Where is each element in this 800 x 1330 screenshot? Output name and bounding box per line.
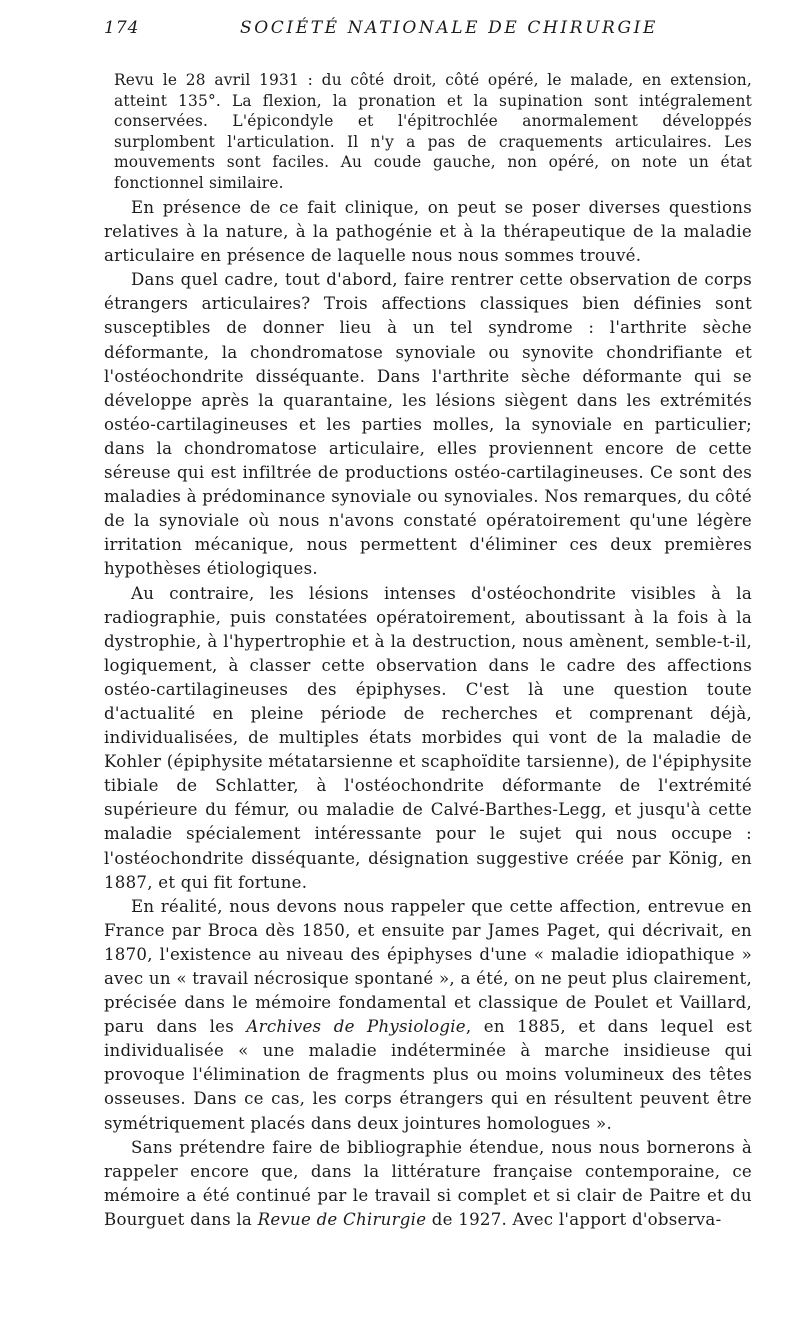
paragraph [104,1136,752,1232]
paragraph: Dans quel cadre, tout d'abord, faire rentrer cette observation de corps étrangers articulaires? Trois affections classiques bien définies sont susceptibles de donner lieu à un tel syndrome : l'arthrite sèche déformante, la chondromatose synoviale ou synovite chondrifiante et l'ostéochondrite disséquante. Dans l'arthrite sèche déformante qui se développe après la quarantaine, les lésions siègent dans les extrémités ostéo-cartilagineuses et les parties molles, la synoviale en particulier; dans la chondromatose articulaire, elles proviennent encore de cette séreuse qui est infiltrée de productions ostéo-cartilagineuses. Ce sont des maladies à prédominance synoviale ou synoviales. Nos remarques, du côté de la synoviale où nous n'avons constaté opératoirement qu'une légère irritation mécanique, nous permettent d'éliminer ces deux premières hypothèses étiologiques. [104,270,752,579]
cited-journal-title: Archives de Physiologie [246,1017,466,1037]
case-follow-up-note: Revu le 28 avril 1931 : du côté droit, côté opéré, le malade, en extension, atteint 135°. La flexion, la pronation et la supination sont intégralement conservées. L'épicondyle et l'épitrochlée anormalement développés surplombent l'articulation. Il n'y a pas de craquements articulaires. Les mouvements sont faciles. Au coude gauche, non opéré, on note un état fonctionnel similaire. [114,71,752,192]
paragraph: En présence de ce fait clinique, on peut se poser diverses questions relatives à la nature, à la pathogénie et à la thérapeutique de la maladie articulaire en présence de laquelle nous nous sommes trouvé. [104,198,752,266]
paragraph-text: de 1927. Avec l'apport d'observa- [426,1209,722,1229]
page-number: 174 [104,18,140,38]
cited-journal-title: Revue de Chirurgie [257,1209,427,1229]
paragraph: Au contraire, les lésions intenses d'ostéochondrite visibles à la radiographie, puis constatées opératoirement, aboutissant à la fois à la dystrophie, à l'hypertrophie et à la destruction, nous amènent, semble-t-il, logiquement, à classer cette observation dans le cadre des affections ostéo-cartilagineuses des épiphyses. C'est là une question toute d'actualité en pleine période de recherches et comprenant déjà, individualisées, de multiples états morbides qui vont de la maladie de Kohler (épiphysite métatarsienne et scaphoïdite tarsienne), de l'épiphysite tibiale de Schlatter, à l'ostéochondrite déformante de l'extrémité supérieure du fémur, ou maladie de Calvé-Barthes-Legg, et jusqu'à cette maladie spécialement intéressante pour le sujet qui nous occupe : l'ostéochondrite disséquante, désignation suggestive créée par König, en 1887, et qui fit fortune. [104,583,752,892]
journal-title: SOCIÉTÉ NATIONALE DE CHIRURGIE [240,18,658,38]
paragraph-text: En réalité, nous devons nous rappeler que cette affection, entrevue en France par Broca dès 1850, et ensuite par James Paget, qui décrivait, en 1870, l'existence au niveau des épiphyses d'une « maladie idiopathique » avec un « travail nécrosique spontané », a été, on ne peut plus clairement, précisée dans le mémoire fondamental et classique de Poulet et Vaillard, paru dans les [104,896,752,1037]
main-text [104,196,752,1232]
paragraph-text: Sans prétendre faire de bibliographie étendue, nous nous bornerons à rappeler encore que, dans la littérature française contemporaine, ce mémoire a été continué par le travail si complet et si clair de Paitre et du Bourguet dans la [104,1137,752,1229]
paragraph [104,895,752,1136]
running-head [104,18,752,48]
paragraph-text: , en 1885, et dans lequel est individualisée « une maladie indéterminée à marche insidieuse qui provoque l'élimination de fragments plus ou moins volumineux des têtes osseuses. Dans ce cas, les corps étrangers qui en résultent peuvent être symétriquement placés dans deux jointures homologues ». [104,1017,752,1133]
